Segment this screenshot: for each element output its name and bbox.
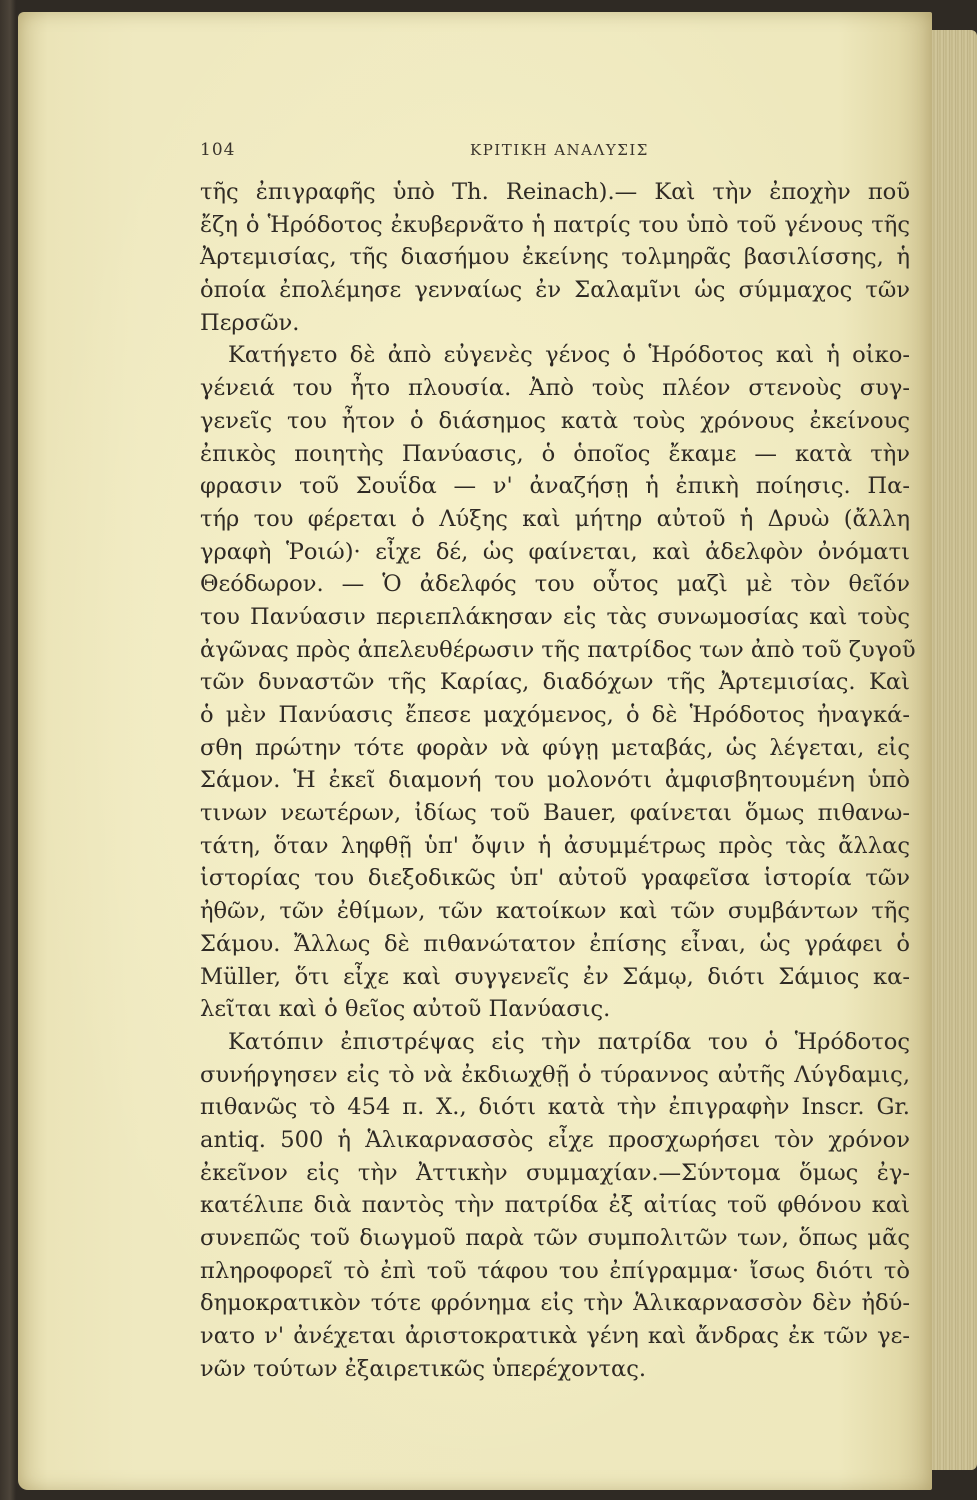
text-line: νατο ν' ἀνέχεται ἀριστοκρατικὰ γένη καὶ ἄνδρας ἐκ τῶν γε- [200, 1323, 910, 1350]
text-line: γένειά του ἦτο πλουσία. Ἀπὸ τοὺς πλέον στενοὺς συγ- [200, 375, 910, 402]
body-text [200, 176, 916, 1385]
text-line: Θεόδωρον. — Ὁ ἀδελφός του οὗτος μαζὶ μὲ τὸν θεῖόν [200, 571, 910, 598]
text-line: Müller, ὅτι εἶχε καὶ συγγενεῖς ἐν Σάμῳ, διότι Σάμιος κα- [200, 963, 910, 990]
text-line: λεῖται καὶ ὁ θεῖος αὐτοῦ Πανύασις. [200, 996, 611, 1023]
text-line: Κατήγετο δὲ ἀπὸ εὐγενὲς γένος ὁ Ἡρόδοτος καὶ ἡ οἰκο- [228, 342, 910, 369]
text-line: πληροφορεῖ τὸ ἐπὶ τοῦ τάφου του ἐπίγραμμα· ἴσως διότι τὸ [200, 1257, 910, 1284]
text-line: Σάμον. Ἡ ἐκεῖ διαμονή του μολονότι ἀμφισβητουμένη ὑπὸ [200, 767, 910, 794]
text-line: συνεπῶς τοῦ διωγμοῦ παρὰ τῶν συμπολιτῶν των, ὅπως μᾶς [200, 1225, 910, 1251]
book-page [18, 12, 932, 1490]
text-line: πιθανῶς τὸ 454 π. Χ., διότι κατὰ τὴν ἐπιγραφὴν Inscr. Gr. [200, 1094, 910, 1121]
page-number: 104 [200, 140, 236, 160]
running-title: ΚΡΙΤΙΚΗ ΑΝΑΛΥΣΙΣ [470, 141, 649, 159]
text-line: συνήργησεν εἰς τὸ νὰ ἐκδιωχθῇ ὁ τύραννος αὐτῆς Λύγδαμις, [200, 1061, 910, 1088]
text-line: τινων νεωτέρων, ἰδίως τοῦ Bauer, φαίνεται ὅμως πιθανω- [200, 800, 910, 827]
text-line: τῆς ἐπιγραφῆς ὑπὸ Th. Reinach).— Καὶ τὴν ἐποχὴν ποῦ [200, 179, 910, 205]
text-line: Κατόπιν ἐπιστρέψας εἰς τὴν πατρίδα του ὁ Ἡρόδοτος [228, 1028, 910, 1055]
text-line: κατέλιπε διὰ παντὸς τὴν πατρίδα ἐξ αἰτίας τοῦ φθόνου καὶ [200, 1192, 910, 1219]
text-line: γενεῖς του ἦτον ὁ διάσημος κατὰ τοὺς χρόνους ἐκείνους [200, 407, 910, 434]
text-line: antiq. 500 ἡ Ἁλικαρνασσὸς εἶχε προσχωρήσει τὸν χρόνον [200, 1126, 910, 1153]
text-line: ἔζη ὁ Ἡρόδοτος ἐκυβερνᾶτο ἡ πατρίς του ὑπὸ τοῦ γένους τῆς [200, 211, 910, 238]
text-line: Σάμου. Ἄλλως δὲ πιθανώτατον ἐπίσης εἶναι, ὡς γράφει ὁ [200, 930, 910, 957]
text-line: γραφὴ Ῥοιώ)· εἶχε δέ, ὡς φαίνεται, καὶ ἀδελφὸν ὀνόματι [200, 538, 910, 565]
text-line: νῶν τούτων ἐξαιρετικῶς ὑπερέχοντας. [200, 1355, 647, 1382]
text-line: τήρ του φέρεται ὁ Λύξης καὶ μήτηρ αὐτοῦ ἡ Δρυὼ (ἄλλη [200, 505, 910, 532]
running-head [200, 140, 912, 166]
text-line: ὁ μὲν Πανύασις ἔπεσε μαχόμενος, ὁ δὲ Ἡρόδοτος ἠναγκά- [200, 702, 910, 728]
text-line: ἐκεῖνον εἰς τὴν Ἀττικὴν συμμαχίαν.—Σύντομα ὅμως ἐγ- [200, 1159, 910, 1186]
text-line: τάτη, ὅταν ληφθῇ ὑπ' ὄψιν ἡ ἀσυμμέτρως πρὸς τὰς ἄλλας [200, 832, 910, 859]
text-line: Περσῶν. [200, 309, 300, 336]
text-line: σθη πρώτην τότε φορὰν νὰ φύγῃ μεταβάς, ὡς λέγεται, εἰς [200, 734, 910, 761]
page-block-edge [932, 30, 977, 1470]
text-line: ἐπικὸς ποιητὴς Πανύασις, ὁ ὁποῖος ἔκαμε — κατὰ τὴν [200, 440, 910, 467]
text-line: ἀγῶνας πρὸς ἀπελευθέρωσιν τῆς πατρίδος των ἀπὸ τοῦ ζυγοῦ [200, 636, 916, 663]
text-line: ἠθῶν, τῶν ἐθίμων, τῶν κατοίκων καὶ τῶν συμβάντων τῆς [200, 898, 910, 925]
text-line: δημοκρατικὸν τότε φρόνημα εἰς τὴν Ἁλικαρνασσὸν δὲν ἠδύ- [200, 1290, 910, 1317]
text-line: του Πανύασιν περιεπλάκησαν εἰς τὰς συνωμοσίας καὶ τοὺς [200, 603, 910, 630]
text-line: φρασιν τοῦ Σουΐδα — ν' ἀναζήσῃ ἡ ἐπικὴ ποίησις. Πα- [200, 473, 910, 500]
text-line: τῶν δυναστῶν τῆς Καρίας, διαδόχων τῆς Ἀρτεμισίας. Καὶ [200, 669, 910, 696]
text-line: ὁποία ἐπολέμησε γενναίως ἐν Σαλαμῖνι ὡς σύμμαχος τῶν [200, 277, 910, 304]
text-line: ἱστορίας του διεξοδικῶς ὑπ' αὐτοῦ γραφεῖσα ἱστορία τῶν [200, 865, 910, 892]
text-line: Ἀρτεμισίας, τῆς διασήμου ἐκείνης τολμηρᾶς βασιλίσσης, ἡ [200, 244, 910, 271]
